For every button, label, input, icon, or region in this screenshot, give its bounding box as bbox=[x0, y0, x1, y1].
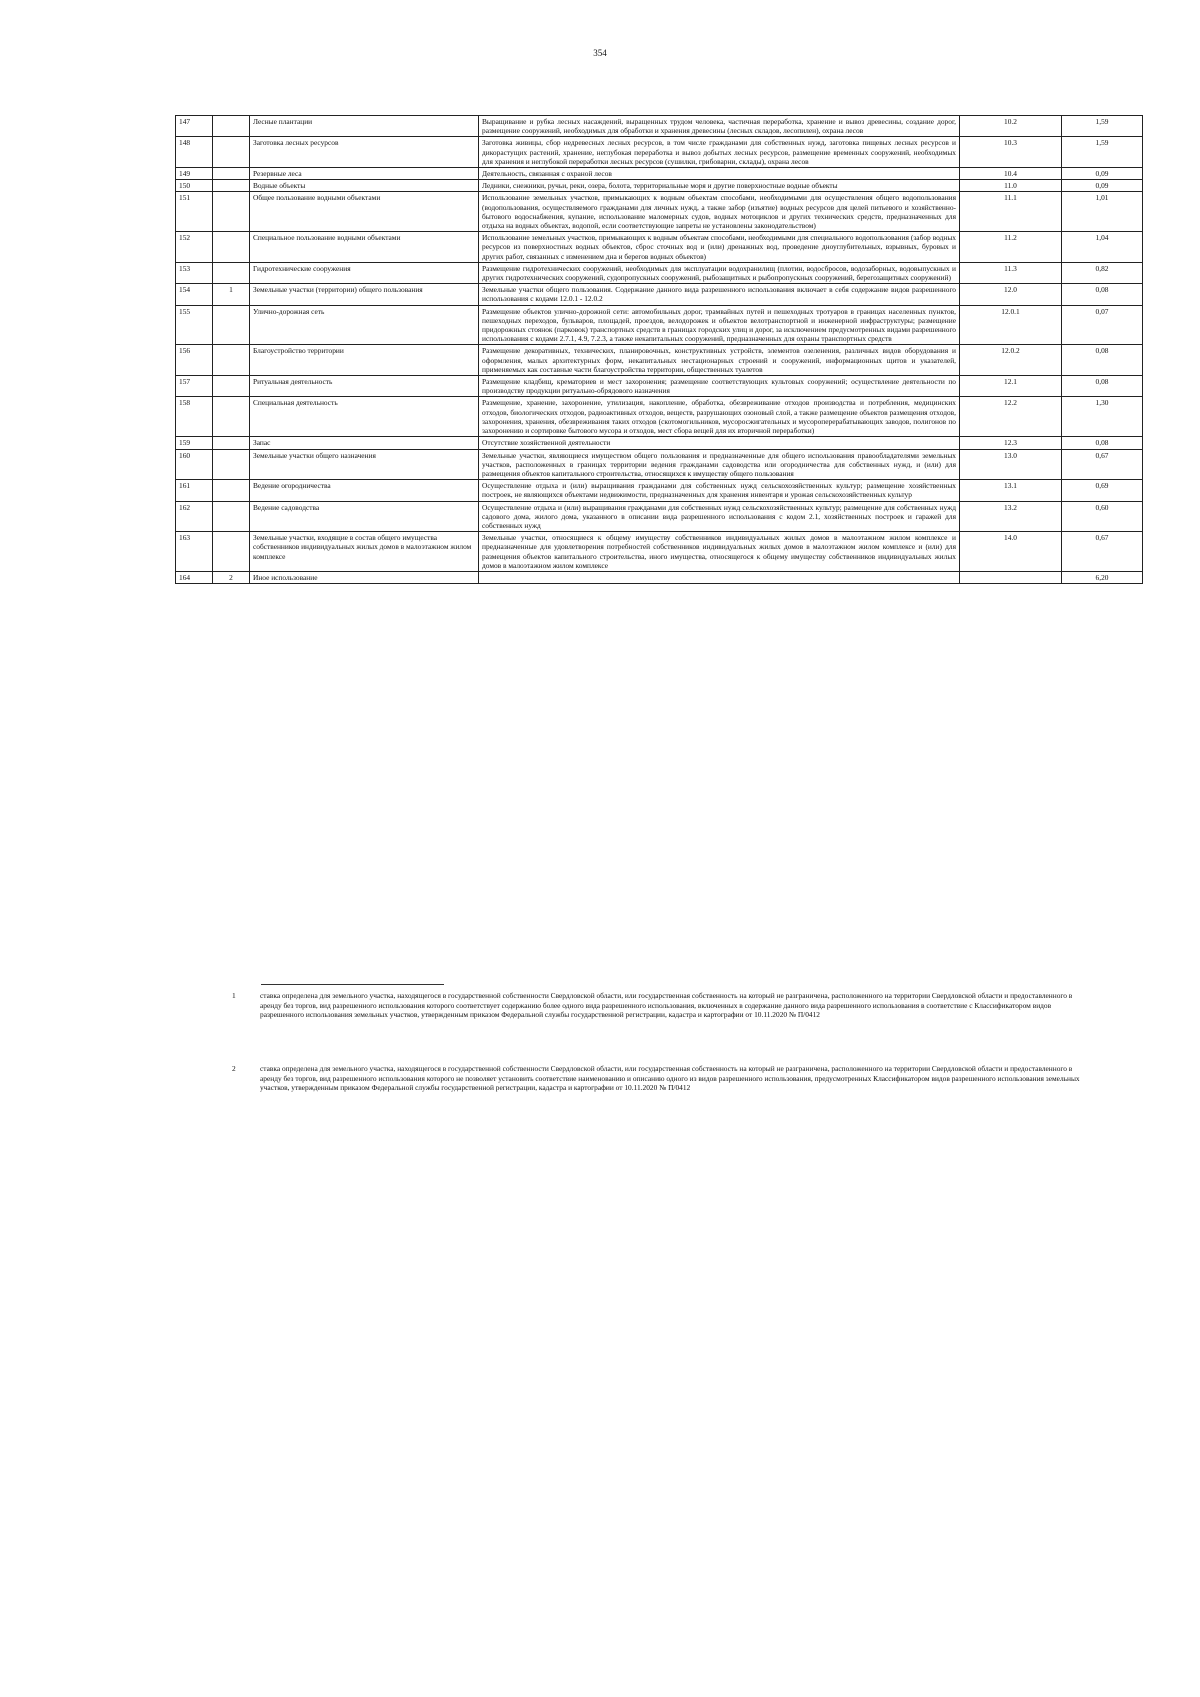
footnote-ref bbox=[213, 232, 250, 263]
footnote-ref bbox=[213, 180, 250, 192]
use-type-description: Использование земельных участков, примыкающих к водным объектам способами, необходимыми для осуществления общего водопользования (водопользования, осуществляемого гражданами для личных нужд, а также забор (изъятие) водных ресурсов для целей питьевого и хозяйственно-бытового водоснабжения, купание, использование маломерных судов, водных мотоциклов и других технических средств, предназначенных для отдыха на водных объектах, водопой, если соответствующие запреты не установлены законодательством) bbox=[479, 192, 960, 232]
footnote-ref bbox=[213, 116, 250, 137]
use-type-name: Благоустройство территории bbox=[250, 345, 479, 376]
row-number: 161 bbox=[176, 480, 213, 501]
table-row bbox=[176, 137, 1143, 168]
table-row bbox=[176, 449, 1143, 480]
use-type-description: Осуществление отдыха и (или) выращивания гражданами для собственных нужд сельскохозяйственных культур; размещение хозяйственных построек, не являющихся объектами недвижимости, предназначенных для хранения инвентаря и урожая сельскохозяйственных культур bbox=[479, 480, 960, 501]
use-type-name: Улично-дорожная сеть bbox=[250, 305, 479, 345]
footnote-1 bbox=[232, 991, 1082, 1020]
rate-value: 0,67 bbox=[1062, 449, 1143, 480]
rate-value: 0,08 bbox=[1062, 376, 1143, 397]
table-row bbox=[176, 116, 1143, 137]
classifier-code: 12.0.2 bbox=[960, 345, 1062, 376]
use-type-description bbox=[479, 571, 960, 583]
use-type-name: Общее пользование водными объектами bbox=[250, 192, 479, 232]
use-type-name: Гидротехнические сооружения bbox=[250, 262, 479, 283]
row-number: 156 bbox=[176, 345, 213, 376]
rate-value: 0,60 bbox=[1062, 501, 1143, 532]
rate-value: 6,20 bbox=[1062, 571, 1143, 583]
row-number: 158 bbox=[176, 397, 213, 437]
use-type-description: Деятельность, связанная с охраной лесов bbox=[479, 168, 960, 180]
use-type-name: Земельные участки, входящие в состав общего имущества собственников индивидуальных жилых домов в малоэтажном жилом комплексе bbox=[250, 532, 479, 572]
table-row bbox=[176, 192, 1143, 232]
footnote-ref: 2 bbox=[213, 571, 250, 583]
row-number: 155 bbox=[176, 305, 213, 345]
use-type-name: Земельные участки общего назначения bbox=[250, 449, 479, 480]
classifier-code: 12.1 bbox=[960, 376, 1062, 397]
footnote-2 bbox=[232, 1064, 1082, 1093]
use-type-name: Специальное пользование водными объектами bbox=[250, 232, 479, 263]
table-row bbox=[176, 480, 1143, 501]
footnote-text: ставка определена для земельного участка, находящегося в государственной собственности Свердловской области, или государственная собственность на который не разграничена, расположенного на территории Свердловской области и предоставленного в аренду без торгов, вид разрешенного использования которого не позволяет установить соответствие наименованию и описанию одного из видов разрешенного использования, предусмотренных Классификатором видов разрешенного использования земельных участков, утвержденным приказом Федеральной службы государственной регистрации, кадастра и картографии от 10.11.2020 № П/0412 bbox=[260, 1064, 1080, 1093]
table-row bbox=[176, 571, 1143, 583]
use-type-description: Земельные участки, относящиеся к общему имуществу собственников индивидуальных жилых домов в малоэтажном жилом комплексе и предназначенные для удовлетворения потребностей собственников индивидуальных жилых домов в малоэтажном жилом комплексе и (или) для размещения объектов капитального строительства, иного имущества, относящегося к общему имуществу собственников индивидуальных жилых домов в малоэтажном жилом комплексе bbox=[479, 532, 960, 572]
footnote-ref: 1 bbox=[213, 284, 250, 305]
use-type-name: Запас bbox=[250, 437, 479, 449]
use-type-description: Отсутствие хозяйственной деятельности bbox=[479, 437, 960, 449]
row-number: 152 bbox=[176, 232, 213, 263]
use-type-name: Резервные леса bbox=[250, 168, 479, 180]
rate-value: 0,07 bbox=[1062, 305, 1143, 345]
footnote-ref bbox=[213, 168, 250, 180]
row-number: 164 bbox=[176, 571, 213, 583]
rate-value: 0,09 bbox=[1062, 168, 1143, 180]
row-number: 151 bbox=[176, 192, 213, 232]
rate-value: 0,08 bbox=[1062, 437, 1143, 449]
row-number: 149 bbox=[176, 168, 213, 180]
footnote-ref bbox=[213, 262, 250, 283]
land-use-rates-table bbox=[175, 115, 1143, 584]
rate-value: 0,69 bbox=[1062, 480, 1143, 501]
classifier-code: 14.0 bbox=[960, 532, 1062, 572]
footnote-mark: 1 bbox=[232, 991, 236, 1000]
rate-value: 0,67 bbox=[1062, 532, 1143, 572]
footnote-ref bbox=[213, 305, 250, 345]
footnote-mark: 2 bbox=[232, 1064, 236, 1073]
classifier-code: 13.2 bbox=[960, 501, 1062, 532]
use-type-description: Осуществление отдыха и (или) выращивания гражданами для собственных нужд сельскохозяйственных культур; размещение для собственных нужд садового дома, жилого дома, указанного в описании вида разрешенного использования с кодом 2.1, хозяйственных построек и гаражей для собственных нужд bbox=[479, 501, 960, 532]
rate-value: 1,59 bbox=[1062, 116, 1143, 137]
use-type-name: Ведение садоводства bbox=[250, 501, 479, 532]
use-type-description: Размещение кладбищ, крематориев и мест захоронения; размещение соответствующих культовых сооружений; осуществление деятельности по производству продукции ритуально-обрядового назначения bbox=[479, 376, 960, 397]
table-row bbox=[176, 397, 1143, 437]
use-type-description: Земельные участки общего пользования. Содержание данного вида разрешенного использования включает в себя содержание видов разрешенного использования с кодами 12.0.1 - 12.0.2 bbox=[479, 284, 960, 305]
classifier-code: 13.1 bbox=[960, 480, 1062, 501]
table-body bbox=[176, 116, 1143, 584]
table-row bbox=[176, 168, 1143, 180]
row-number: 153 bbox=[176, 262, 213, 283]
use-type-name: Ведение огородничества bbox=[250, 480, 479, 501]
classifier-code: 11.2 bbox=[960, 232, 1062, 263]
footnote-separator bbox=[261, 984, 444, 985]
use-type-name: Лесные плантации bbox=[250, 116, 479, 137]
use-type-description: Размещение декоративных, технических, планировочных, конструктивных устройств, элементов озеленения, различных видов оборудования и оформления, малых архитектурных форм, некапитальных нестационарных строений и сооружений, информационных щитов и указателей, применяемых как составные части благоустройства территории, общественных туалетов bbox=[479, 345, 960, 376]
footnote-ref bbox=[213, 437, 250, 449]
use-type-description: Земельные участки, являющиеся имуществом общего пользования и предназначенные для общего использования правообладателями земельных участков, расположенных в границах территории ведения гражданами садоводства или огородничества для собственных нужд, и (или) для размещения объектов капитального строительства, относящихся к имуществу общего пользования bbox=[479, 449, 960, 480]
footnote-ref bbox=[213, 192, 250, 232]
use-type-description: Размещение гидротехнических сооружений, необходимых для эксплуатации водохранилищ (плотин, водосбросов, водозаборных, водовыпускных и других гидротехнических сооружений, судопропускных сооружений, рыбозащитных и рыбопропускных сооружений, берегозащитных сооружений) bbox=[479, 262, 960, 283]
rate-value: 0,08 bbox=[1062, 345, 1143, 376]
footnote-ref bbox=[213, 397, 250, 437]
row-number: 163 bbox=[176, 532, 213, 572]
rate-value: 0,09 bbox=[1062, 180, 1143, 192]
rate-value: 1,01 bbox=[1062, 192, 1143, 232]
table-row bbox=[176, 532, 1143, 572]
footnote-ref bbox=[213, 345, 250, 376]
use-type-name: Иное использование bbox=[250, 571, 479, 583]
footnote-ref bbox=[213, 501, 250, 532]
table-row bbox=[176, 284, 1143, 305]
row-number: 160 bbox=[176, 449, 213, 480]
table-row bbox=[176, 232, 1143, 263]
classifier-code bbox=[960, 571, 1062, 583]
table-row bbox=[176, 437, 1143, 449]
rate-value: 1,30 bbox=[1062, 397, 1143, 437]
table-row bbox=[176, 345, 1143, 376]
classifier-code: 12.3 bbox=[960, 437, 1062, 449]
row-number: 147 bbox=[176, 116, 213, 137]
row-number: 150 bbox=[176, 180, 213, 192]
classifier-code: 12.0 bbox=[960, 284, 1062, 305]
use-type-name: Заготовка лесных ресурсов bbox=[250, 137, 479, 168]
row-number: 154 bbox=[176, 284, 213, 305]
classifier-code: 10.4 bbox=[960, 168, 1062, 180]
use-type-description: Использование земельных участков, примыкающих к водным объектам способами, необходимыми для специального водопользования (забор водных ресурсов из поверхностных водных объектов, сброс сточных вод и (или) дренажных вод, проведение дноуглубительных, взрывных, буровых и других работ, связанных с изменением дна и берегов водных объектов) bbox=[479, 232, 960, 263]
table-row bbox=[176, 180, 1143, 192]
use-type-description: Заготовка живицы, сбор недревесных лесных ресурсов, в том числе гражданами для собственных нужд, заготовка пищевых лесных ресурсов и дикорастущих растений, хранение, неглубокая переработка и вывоз добытых лесных ресурсов, размещение временных сооружений, необходимых для хранения и неглубокой переработки лесных ресурсов (сушилки, грибоварни, склады), охрана лесов bbox=[479, 137, 960, 168]
use-type-description: Ледники, снежники, ручьи, реки, озера, болота, территориальные моря и другие поверхностные водные объекты bbox=[479, 180, 960, 192]
rate-value: 1,04 bbox=[1062, 232, 1143, 263]
row-number: 162 bbox=[176, 501, 213, 532]
classifier-code: 12.2 bbox=[960, 397, 1062, 437]
use-type-name: Ритуальная деятельность bbox=[250, 376, 479, 397]
rate-value: 1,59 bbox=[1062, 137, 1143, 168]
table-row bbox=[176, 501, 1143, 532]
use-type-name: Водные объекты bbox=[250, 180, 479, 192]
footnote-ref bbox=[213, 376, 250, 397]
page-number: 354 bbox=[593, 48, 607, 58]
classifier-code: 10.2 bbox=[960, 116, 1062, 137]
table-row bbox=[176, 305, 1143, 345]
classifier-code: 11.3 bbox=[960, 262, 1062, 283]
rate-value: 0,82 bbox=[1062, 262, 1143, 283]
footnote-text: ставка определена для земельного участка, находящегося в государственной собственности Свердловской области, или государственная собственность на который не разграничена, расположенного на территории Свердловской области и предоставленного в аренду без торгов, вид разрешенного использования которого соответствует содержанию более одного вида разрешенного использования, включенных в содержание данного вида разрешенного использования в соответствие с Классификатором видов разрешенного использования земельных участков, утвержденным приказом Федеральной службы государственной регистрации, кадастра и картографии от 10.11.2020 № П/0412 bbox=[260, 991, 1073, 1020]
row-number: 157 bbox=[176, 376, 213, 397]
classifier-code: 10.3 bbox=[960, 137, 1062, 168]
footnote-ref bbox=[213, 480, 250, 501]
classifier-code: 11.1 bbox=[960, 192, 1062, 232]
row-number: 159 bbox=[176, 437, 213, 449]
use-type-description: Размещение объектов улично-дорожной сети: автомобильных дорог, трамвайных путей и пешеходных тротуаров в границах населенных пунктов, пешеходных переходов, бульваров, площадей, проездов, велодорожек и объектов велотранспортной и инженерной инфраструктуры; размещение придорожных стоянок (парковок) транспортных средств в границах городских улиц и дорог, за исключением предусмотренных видами разрешенного использования с кодами 2.7.1, 4.9, 7.2.3, а также некапитальных сооружений, предназначенных для охраны транспортных средств bbox=[479, 305, 960, 345]
rate-value: 0,08 bbox=[1062, 284, 1143, 305]
table-row bbox=[176, 262, 1143, 283]
classifier-code: 11.0 bbox=[960, 180, 1062, 192]
use-type-description: Размещение, хранение, захоронение, утилизация, накопление, обработка, обезвреживание отходов производства и потребления, медицинских отходов, биологических отходов, радиоактивных отходов, веществ, разрушающих озоновый слой, а также размещение объектов размещения отходов, захоронения, хранения, обезвреживания таких отходов (скотомогильников, мусоросжигательных и мусороперерабатывающих заводов, полигонов по захоронению и сортировке бытового мусора и отходов, мест сбора вещей для их вторичной переработки) bbox=[479, 397, 960, 437]
row-number: 148 bbox=[176, 137, 213, 168]
use-type-description: Выращивание и рубка лесных насаждений, выращенных трудом человека, частичная переработка, хранение и вывоз древесины, создание дорог, размещение сооружений, необходимых для обработки и хранения древесины (лесных складов, лесопилен), охрана лесов bbox=[479, 116, 960, 137]
footnote-ref bbox=[213, 137, 250, 168]
use-type-name: Специальная деятельность bbox=[250, 397, 479, 437]
classifier-code: 13.0 bbox=[960, 449, 1062, 480]
footnote-ref bbox=[213, 532, 250, 572]
classifier-code: 12.0.1 bbox=[960, 305, 1062, 345]
table-row bbox=[176, 376, 1143, 397]
footnote-ref bbox=[213, 449, 250, 480]
use-type-name: Земельные участки (территории) общего пользования bbox=[250, 284, 479, 305]
